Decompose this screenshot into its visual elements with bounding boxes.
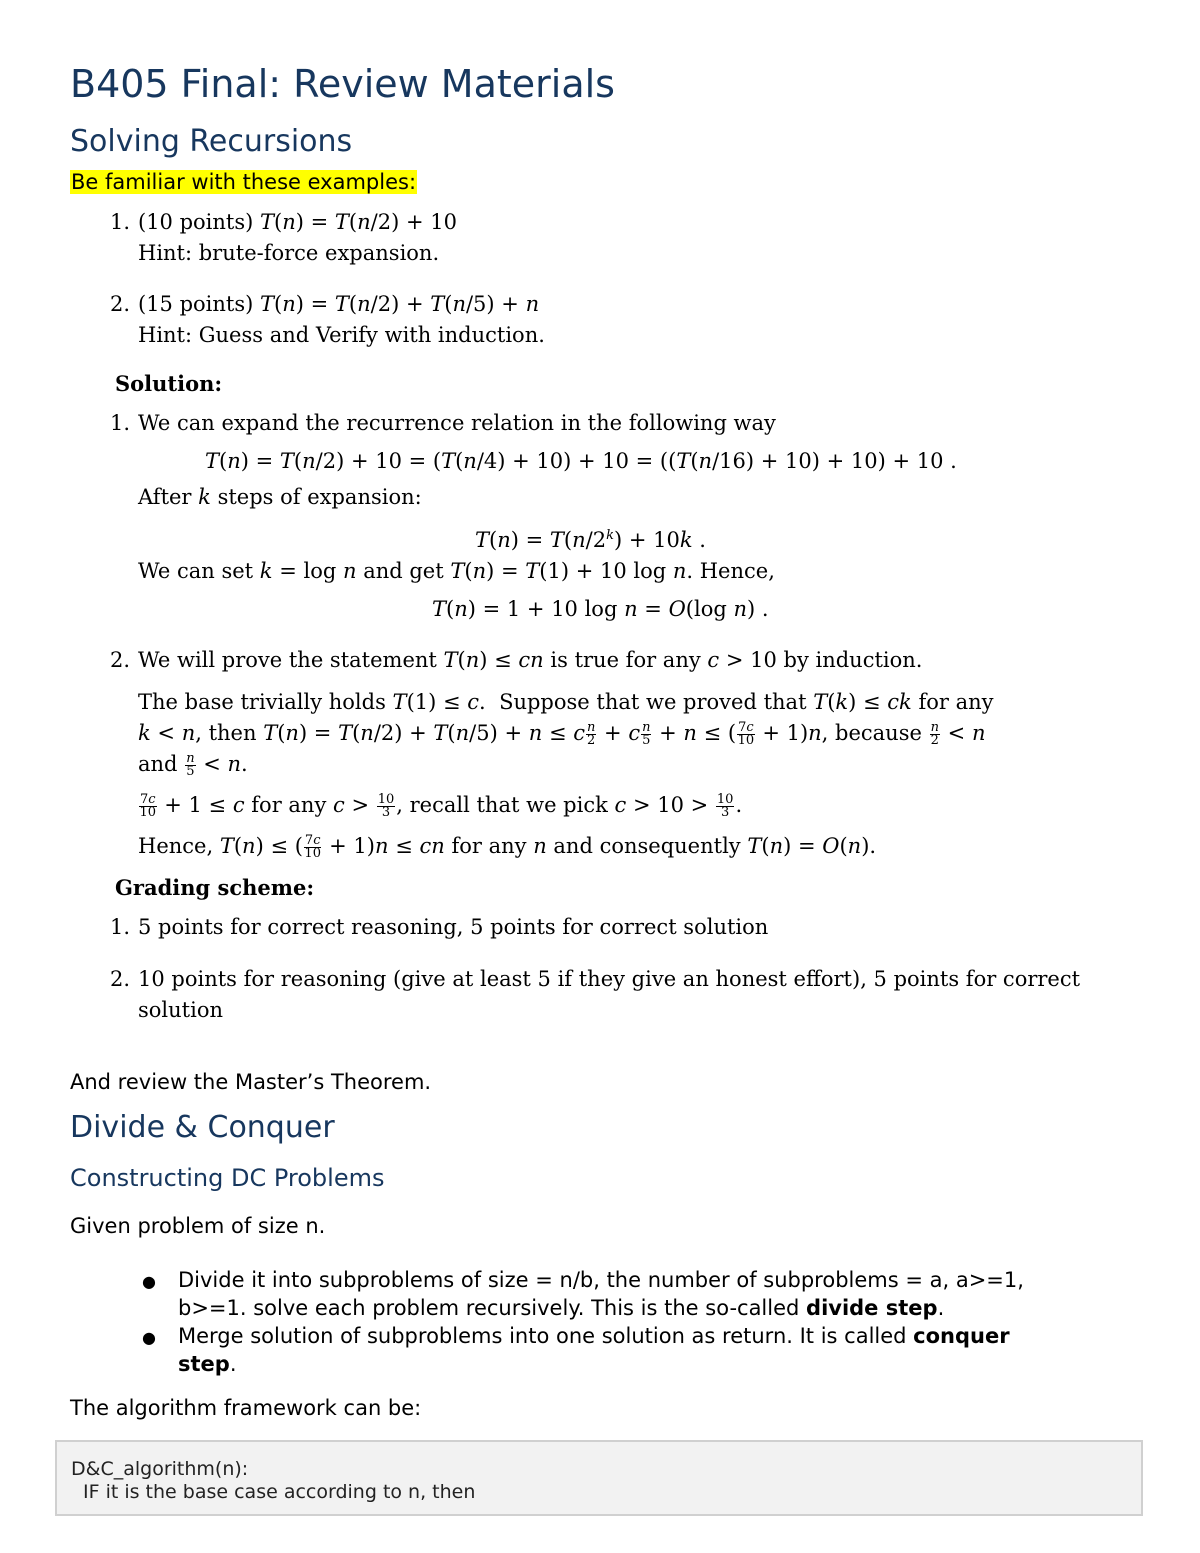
problem-hint: Hint: brute-force expansion. — [138, 241, 440, 265]
solution-number: 1. — [109, 411, 130, 435]
solution-text: We can expand the recurrence relation in the following way — [138, 411, 776, 435]
equation: T(n) = 1 + 10 log n = O(log n) . — [432, 597, 769, 621]
review-note: And review the Master’s Theorem. — [70, 1070, 432, 1094]
solution-text: We can set k = log n and get T(n) = T(1) + 10 log n. Hence, — [138, 559, 775, 583]
grading-item: 5 points for correct reasoning, 5 points for correct solution — [138, 915, 769, 939]
paragraph: The algorithm framework can be: — [70, 1396, 422, 1420]
problem-statement: (10 points) T(n) = T(n/2) + 10 — [138, 210, 457, 234]
bullet-icon: ● — [142, 1328, 156, 1347]
bullet-text: step. — [178, 1352, 237, 1376]
solution-text: k < n, then T(n) = T(n/2) + T(n/5) + n ≤ c $\frac{n}{2}$ + c $\frac{n}{5}$ + n ≤ ( $\frac{7c}{10}$ + 1)n, because $\frac{n}{2}$ < n — [138, 720, 986, 748]
problem-number: 2. — [109, 292, 130, 316]
solution-text: and $\frac{n}{5}$ < n. — [138, 751, 248, 779]
bullet-icon: ● — [142, 1272, 156, 1291]
bullet-text: Divide it into subproblems of size = n/b, the number of subproblems = a, a>=1, — [178, 1268, 1024, 1292]
solution-text: After k steps of expansion: — [138, 485, 422, 509]
problem-hint: Hint: Guess and Verify with induction. — [138, 323, 545, 347]
solution-text: The base trivially holds T(1) ≤ c. Suppose that we proved that T(k) ≤ ck for any — [138, 690, 994, 714]
problem-number: 1. — [109, 210, 130, 234]
subsection-heading: Constructing DC Problems — [70, 1164, 385, 1192]
solution-text: Hence, T(n) ≤ ( $\frac{7c}{10}$ + 1)n ≤ cn for any n and consequently T(n) = O(n). — [138, 833, 877, 861]
section-heading-recursions: Solving Recursions — [70, 124, 353, 159]
bullet-text: b>=1. solve each problem recursively. This is the so-called divide step. — [178, 1296, 945, 1320]
solution-text: $\frac{7c}{10}$ + 1 ≤ c for any c > $\frac{10}{3}$ , recall that we pick c > 10 > $\frac{10}{3}$ . — [139, 792, 743, 820]
solution-label: Solution: — [115, 371, 223, 396]
highlighted-note: Be familiar with these examples: — [71, 170, 417, 194]
bullet-text: Merge solution of subproblems into one solution as return. It is called conquer — [178, 1324, 1010, 1348]
solution-number: 2. — [109, 648, 130, 672]
equation: T(n) = T(n/2) + 10 = (T(n/4) + 10) + 10 = ((T(n/16) + 10) + 10) + 10 . — [205, 449, 957, 473]
page-title: B405 Final: Review Materials — [70, 62, 615, 106]
grading-item: solution — [138, 998, 223, 1022]
grading-item: 10 points for reasoning (give at least 5 if they give an honest effort), 5 points for correct — [138, 967, 1081, 991]
section-heading-divide-conquer: Divide & Conquer — [70, 1110, 335, 1145]
problem-statement: (15 points) T(n) = T(n/2) + T(n/5) + n — [138, 292, 540, 316]
equation: $T(n) = T(n/2^k) + 10k$ . — [475, 528, 706, 552]
code-line: D&C_algorithm(n): — [71, 1458, 249, 1480]
solution-text: We will prove the statement T(n) ≤ cn is true for any c > 10 by induction. — [138, 648, 923, 672]
paragraph: Given problem of size n. — [70, 1214, 326, 1238]
grading-label: Grading scheme: — [115, 875, 315, 900]
code-block — [55, 1440, 1143, 1516]
code-line: IF it is the base case according to n, then — [83, 1481, 476, 1503]
grading-number: 2. — [109, 967, 130, 991]
grading-number: 1. — [109, 915, 130, 939]
